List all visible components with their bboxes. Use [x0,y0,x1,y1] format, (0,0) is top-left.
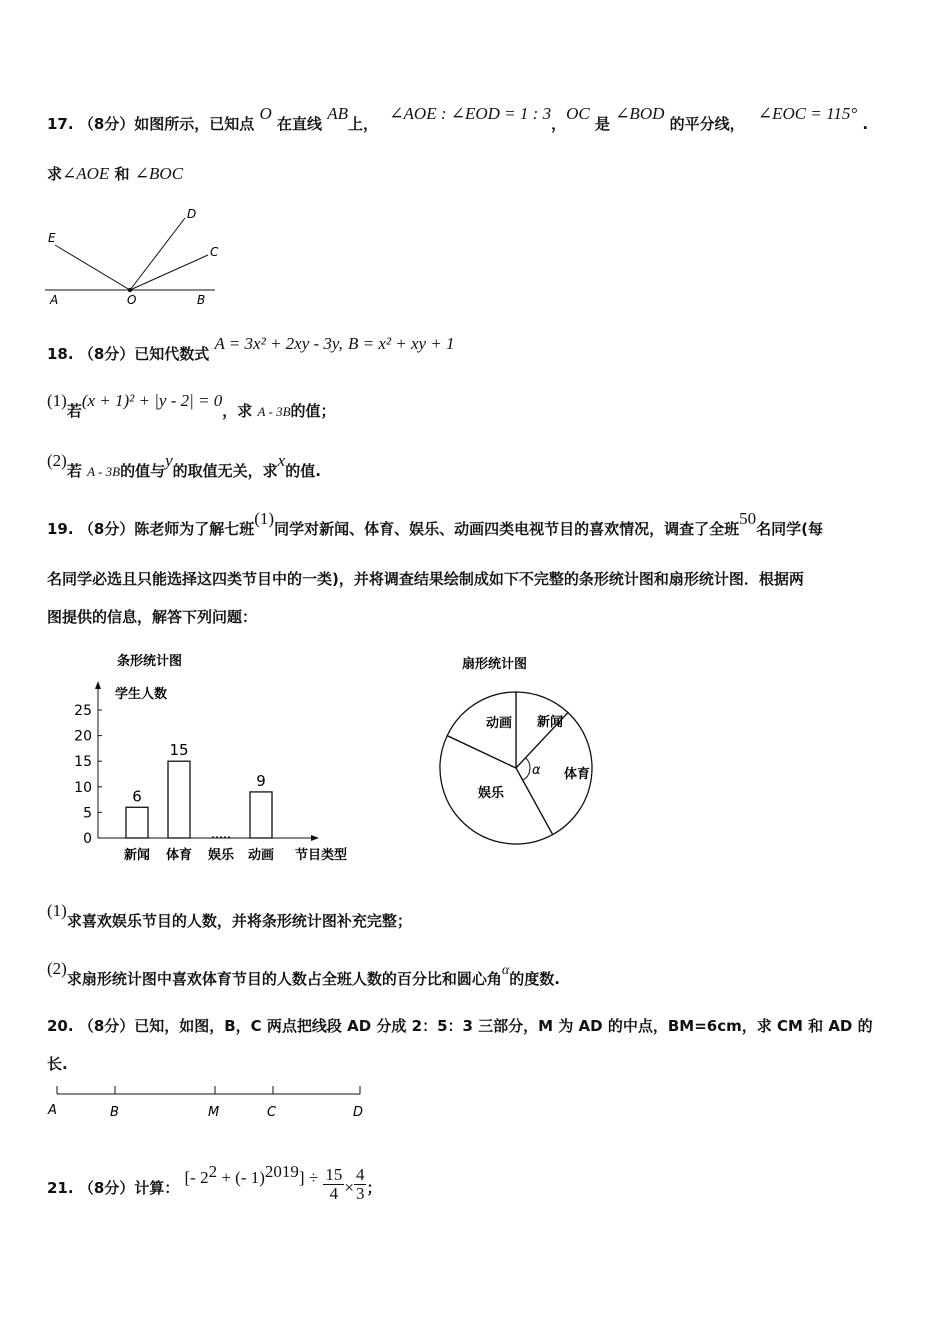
pie-label: 动画 [486,716,513,731]
var-oc: OC [566,104,590,123]
pie-label: 新闻 [537,715,564,730]
q19-number: 19. [47,520,74,538]
q18-text: 若 [66,462,82,480]
denominator: 3 [355,1184,365,1203]
label-b: B [197,293,206,307]
q20-line2: 长. [47,1055,68,1073]
denominator: 4 [329,1184,339,1203]
q19-text: 名同学(每 [756,520,823,538]
label-d: D [187,207,197,221]
q19-part2 [47,959,560,989]
alpha-label: α [532,763,541,778]
angle-eoc: ∠EOC = 115° [757,104,858,123]
q17-line1 [47,104,869,134]
expr-part: ] ÷ [298,1168,319,1187]
x-tick-label: 娱乐 [207,848,235,863]
part-mark: (1) [47,391,67,410]
fraction-15-4 [323,1166,344,1203]
q19-line1 [47,509,823,539]
expr-a-3b: A - 3B [87,464,121,479]
q17-text: 如图所示，已知点 [134,115,255,133]
angle-boc: ∠BOC [134,164,184,183]
q20-number: 20. [47,1017,74,1035]
q21-line [47,1162,382,1207]
ray-od [130,218,185,290]
q17-text: 求 [47,165,63,183]
bar-chart-ylabel: 学生人数 [115,687,168,702]
x-tick-label: 体育 [165,848,193,863]
label-c: C [267,1105,277,1120]
pie-chart [430,650,610,845]
ray-oc [130,255,208,290]
q18-text: 的值； [290,402,336,420]
label-o: O [127,293,137,307]
q19-text: 的度数. [509,970,560,988]
q20-segment-figure [45,1080,375,1122]
q18-text: ，求 [222,402,253,420]
q18-text: 已知代数式 [134,345,210,363]
q21-points: （8分） [78,1179,135,1197]
q20-text: 已知，如图，B，C 两点把线段 AD 分成 2：5：3 三部分，M 为 AD 的中点，BM=6cm，求 CM 和 AD 的 [134,1017,873,1035]
numerator: 4 [355,1165,365,1184]
part-mark: (1) [47,901,67,920]
var-x: x [277,451,286,470]
q19-part1 [47,901,412,931]
bar-value-label: 6 [132,787,142,806]
q18-number: 18. [47,345,74,363]
ratio-aoe-eod: ∠AOE : ∠EOD = 1 : 3 [389,104,552,123]
q17-text: 和 [114,165,130,183]
times-sign: × [344,1178,354,1197]
var-o: O [259,104,272,123]
point-o [128,288,132,292]
label-d: D [353,1105,364,1120]
q18-part1 [47,391,336,421]
q18-text: 的值. [285,462,321,480]
q19-points: （8分） [78,520,135,538]
class-mark: (1) [254,509,275,528]
bar-value-label: 9 [256,771,266,790]
expr-a: A = 3x² + 2xy - 3y, [214,334,343,353]
bar-新闻 [126,807,148,838]
label-c: C [210,245,219,259]
x-tick-label: 动画 [247,848,275,863]
expr-a-3b: A - 3B [257,404,291,419]
q17-number: 17. [47,115,74,133]
q18-text: 若 [66,402,82,420]
y-tick-label: 0 [83,831,92,847]
q20-line1 [47,1015,873,1036]
q18-part2 [47,451,321,481]
q17-text: ， [551,115,567,133]
q17-period: . [862,115,869,133]
y-tick-label: 10 [74,779,92,796]
y-tick-label: 15 [74,754,92,771]
q19-text: 陈老师为了解七班 [134,520,255,538]
x-tick-label: 新闻 [123,848,151,863]
expr-part: [- 2 [184,1168,209,1187]
label-a: A [48,1103,57,1118]
q18-line1 [47,334,455,364]
bar-chart-xlabel: 节目类型 [295,848,348,863]
expr-b: B = x² + xy + 1 [348,334,455,353]
condition: (x + 1)² + |y - 2| = 0 [81,391,223,410]
q17-text: 的平分线， [669,115,745,133]
q17-figure [40,200,230,312]
q17-line2 [47,163,183,184]
bar-chart [60,645,370,870]
q17-text: 上， [348,115,379,133]
label-a: A [50,293,59,307]
angle-aoe: ∠AOE [62,164,110,183]
q20-points: （8分） [78,1017,135,1035]
q21-text: 计算： [134,1179,180,1197]
numerator: 15 [325,1165,343,1184]
part-mark: (2) [47,451,67,470]
q19-text: 求扇形统计图中喜欢体育节目的人数占全班人数的百分比和圆心角 [66,970,502,988]
q17-text: 在直线 [277,115,323,133]
x-axis-arrow [311,835,319,841]
angle-bod: ∠BOD [615,104,665,123]
y-tick-label: 5 [83,805,92,822]
var-ab: AB [327,104,349,123]
expr-part: + (- 1) [217,1168,265,1187]
q19-text: 同学对新闻、体育、娱乐、动画四类电视节目的喜欢情况，调查了全班 [274,520,740,538]
pie-label: 体育 [564,767,591,782]
exp: 2 [208,1162,218,1181]
q17-text: 是 [594,115,610,133]
q21-number: 21. [47,1179,74,1197]
y-axis-arrow [95,681,101,689]
q18-text: 的取值无关，求 [172,462,278,480]
label-b: B [110,1105,119,1120]
y-tick-label: 20 [74,728,92,745]
exp: 2019 [264,1162,299,1181]
q19-text: 求喜欢娱乐节目的人数，并将条形统计图补充完整； [66,912,412,930]
bar-value-label: 15 [169,741,189,760]
bar-chart-title: 条形统计图 [117,654,183,669]
ray-oe [55,245,130,290]
bar-体育 [168,761,190,838]
pie-label: 娱乐 [478,786,505,801]
y-tick-label: 25 [74,703,92,719]
pie-chart-title: 扇形统计图 [462,657,528,672]
total-count: 50 [739,509,757,528]
label-e: E [48,231,56,245]
label-m: M [208,1105,220,1120]
q18-text: 的值与 [120,462,166,480]
part-mark: (2) [47,959,67,978]
q21-end: ； [366,1179,382,1197]
q17-points: （8分） [78,115,135,133]
alpha: α [501,963,510,978]
fraction-4-3 [354,1166,367,1203]
q19-line2: 名同学必选且只能选择这四类节目中的一类)，并将调查结果绘制成如下不完整的条形统计图和扇形统计图．根据两 [47,570,804,588]
bar-动画 [250,792,272,838]
q18-points: （8分） [78,345,135,363]
var-y: y [165,451,173,470]
q19-line3: 图提供的信息，解答下列问题： [47,608,258,626]
